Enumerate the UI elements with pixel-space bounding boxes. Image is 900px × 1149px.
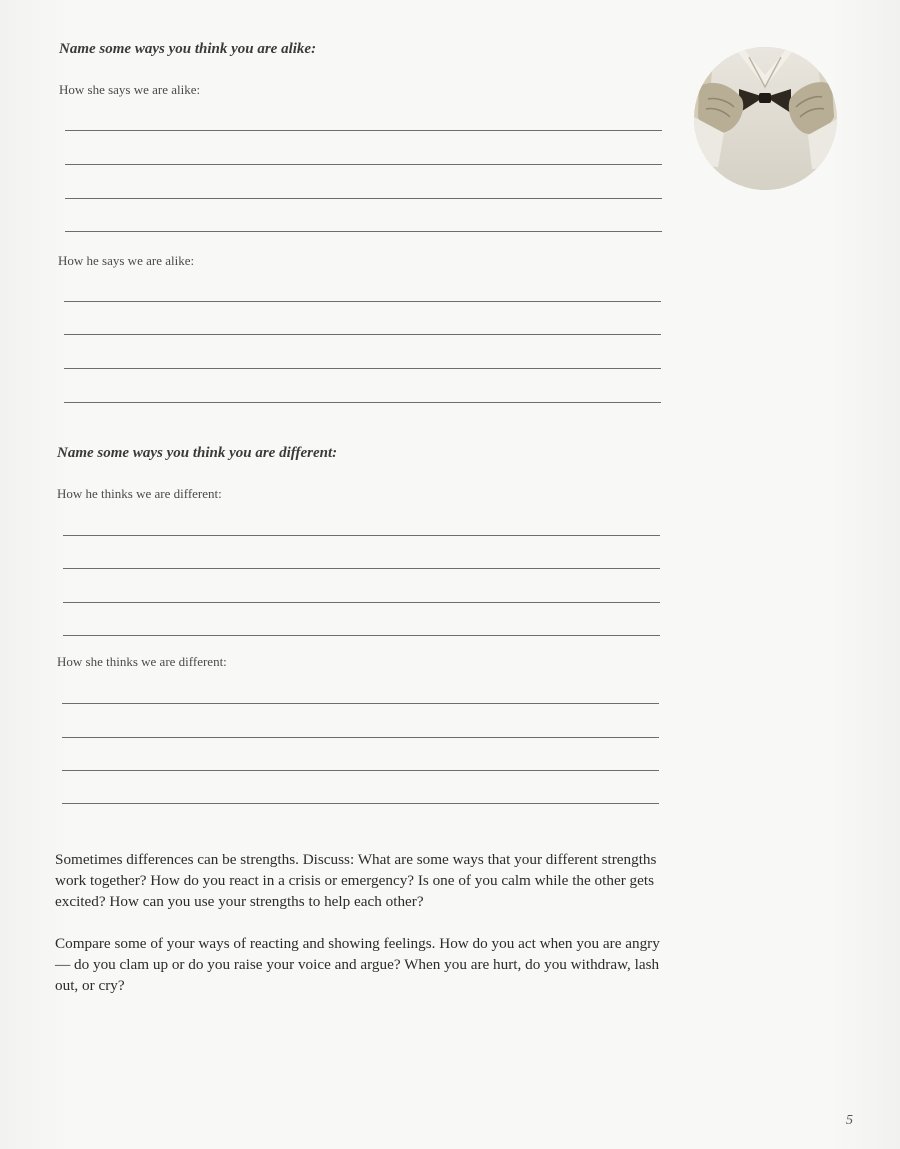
he-says-alike-prompt: How he says we are alike: bbox=[58, 253, 195, 268]
feelings-paragraph: Compare some of your ways of reacting and showing feelings. How do you act when you are angry — do you clam up or do you raise your voice and argue? When you are hurt, do you withdraw, lash out, or cry? bbox=[55, 935, 660, 994]
answer-line[interactable] bbox=[63, 568, 660, 569]
answer-line[interactable] bbox=[64, 368, 661, 369]
strengths-paragraph: Sometimes differences can be strengths. Discuss: What are some ways that your different strengths work together? How do you react in a crisis or emergency? Is one of you calm while the other gets excited? How can you use your strengths to help each other? bbox=[55, 851, 657, 910]
answer-line[interactable] bbox=[62, 770, 659, 771]
answer-line[interactable] bbox=[65, 231, 662, 232]
answer-line[interactable] bbox=[65, 198, 662, 199]
alike-heading: Name some ways you think you are alike: bbox=[59, 41, 317, 57]
answer-line[interactable] bbox=[65, 130, 662, 131]
answer-line[interactable] bbox=[63, 602, 660, 603]
answer-line[interactable] bbox=[65, 164, 662, 165]
page-number: 5 bbox=[846, 1113, 853, 1128]
answer-line[interactable] bbox=[64, 402, 661, 403]
different-heading: Name some ways you think you are different: bbox=[57, 445, 338, 461]
answer-line[interactable] bbox=[62, 803, 659, 804]
she-says-alike-prompt: How she says we are alike: bbox=[59, 82, 201, 97]
answer-line[interactable] bbox=[64, 334, 661, 335]
answer-line[interactable] bbox=[64, 301, 661, 302]
she-thinks-different-prompt: How she thinks we are different: bbox=[57, 654, 227, 669]
answer-line[interactable] bbox=[62, 703, 659, 704]
answer-line[interactable] bbox=[63, 535, 660, 536]
bow-tie-photo bbox=[694, 47, 837, 190]
he-thinks-different-prompt: How he thinks we are different: bbox=[57, 486, 222, 501]
answer-line[interactable] bbox=[62, 737, 659, 738]
answer-line[interactable] bbox=[63, 635, 660, 636]
